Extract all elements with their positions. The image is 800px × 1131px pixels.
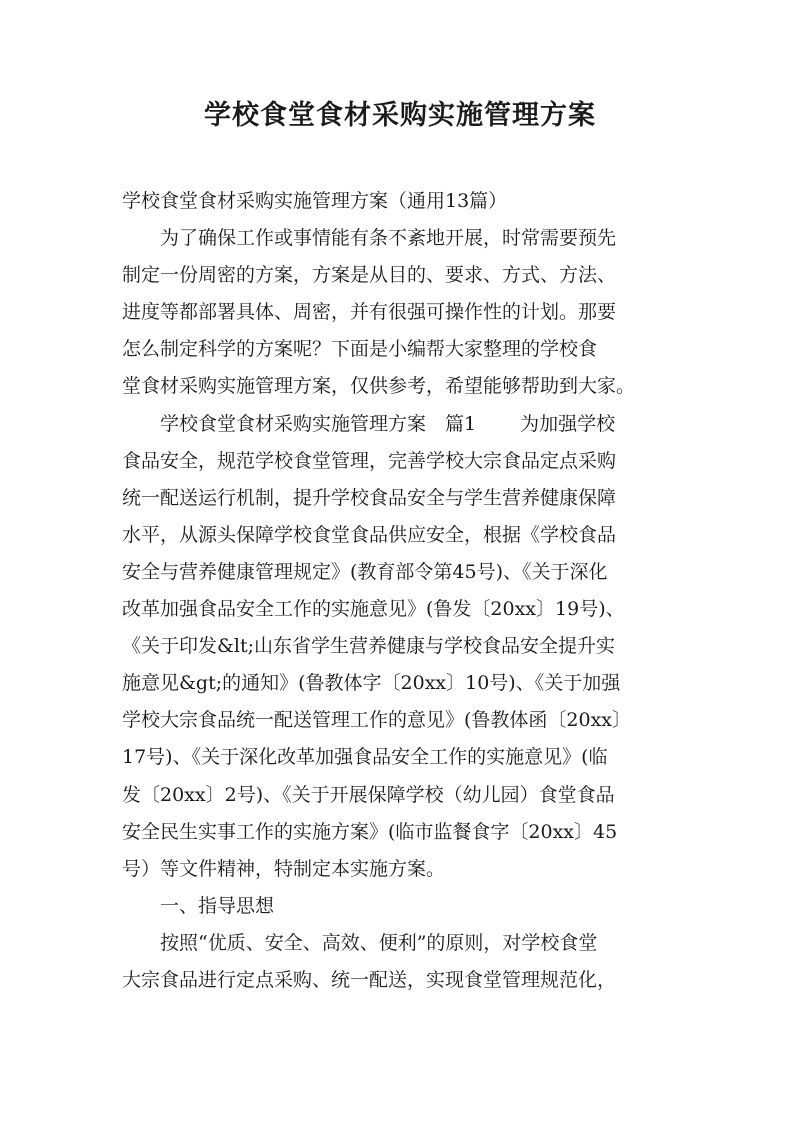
section-heading: 一、指导思想	[160, 894, 275, 917]
article-first-line	[122, 406, 690, 443]
article-paragraph	[122, 406, 690, 888]
document-body	[122, 183, 690, 999]
paragraph-line: 为了确保工作或事情能有条不紊地开展，时常需要预先	[160, 227, 617, 250]
document-title: 学校食堂食材采购实施管理方案	[204, 100, 596, 131]
paragraph-line: 水平，从源头保障学校食堂食品供应安全，根据《学校食品	[122, 523, 617, 546]
paragraph-line: 安全与营养健康管理规定》(教育部令第45号)、《关于深化	[122, 560, 608, 583]
paragraph-line: 制定一份周密的方案，方案是从目的、要求、方式、方法、	[122, 264, 617, 287]
intro-paragraph	[122, 220, 690, 405]
paragraph-line: 号）等文件精神，特制定本实施方案。	[122, 857, 446, 880]
paragraph-line: 堂食材采购实施管理方案，仅供参考，希望能够帮助到大家。	[122, 375, 636, 398]
paragraph-line: 施意见&gt;的通知》(鲁教体字〔20xx〕10号)、《关于加强	[122, 672, 621, 695]
article-heading: 学校食堂食材采购实施管理方案 篇1	[160, 412, 477, 435]
paragraph-line: 统一配送运行机制，提升学校食品安全与学生营养健康保障	[122, 486, 617, 509]
paragraph-line: 《关于印发&lt;山东省学生营养健康与学校食品安全提升实	[122, 635, 616, 658]
paragraph-line: 17号)、《关于深化改革加强食品安全工作的实施意见》(临	[122, 746, 608, 769]
article-first-line-text: 为加强学校	[520, 412, 616, 435]
paragraph-line: 进度等都部署具体、周密，并有很强可操作性的计划。那要	[122, 301, 617, 324]
paragraph-line: 安全民生实事工作的实施方案》(临市监餐食字〔20xx〕45	[122, 820, 618, 843]
paragraph-line: 食品安全，规范学校食堂管理，完善学校大宗食品定点采购	[122, 449, 617, 472]
paragraph-line: 大宗食品进行定点采购、统一配送，实现食堂管理规范化，	[122, 968, 617, 991]
document-subtitle: 学校食堂食材采购实施管理方案（通用13篇）	[122, 190, 508, 212]
paragraph-line: 学校大宗食品统一配送管理工作的意见》(鲁教体函〔20xx〕	[122, 709, 632, 732]
paragraph-line: 改革加强食品安全工作的实施意见》(鲁发〔20xx〕19号)、	[122, 598, 625, 621]
paragraph-line: 按照“优质、安全、高效、便利”的原则，对学校食堂	[160, 931, 598, 954]
paragraph-line: 发〔20xx〕2号)、《关于开展保障学校（幼儿园）食堂食品	[122, 783, 615, 806]
paragraph-line: 怎么制定科学的方案呢？下面是小编帮大家整理的学校食	[122, 338, 598, 361]
section1-paragraph	[122, 925, 690, 999]
